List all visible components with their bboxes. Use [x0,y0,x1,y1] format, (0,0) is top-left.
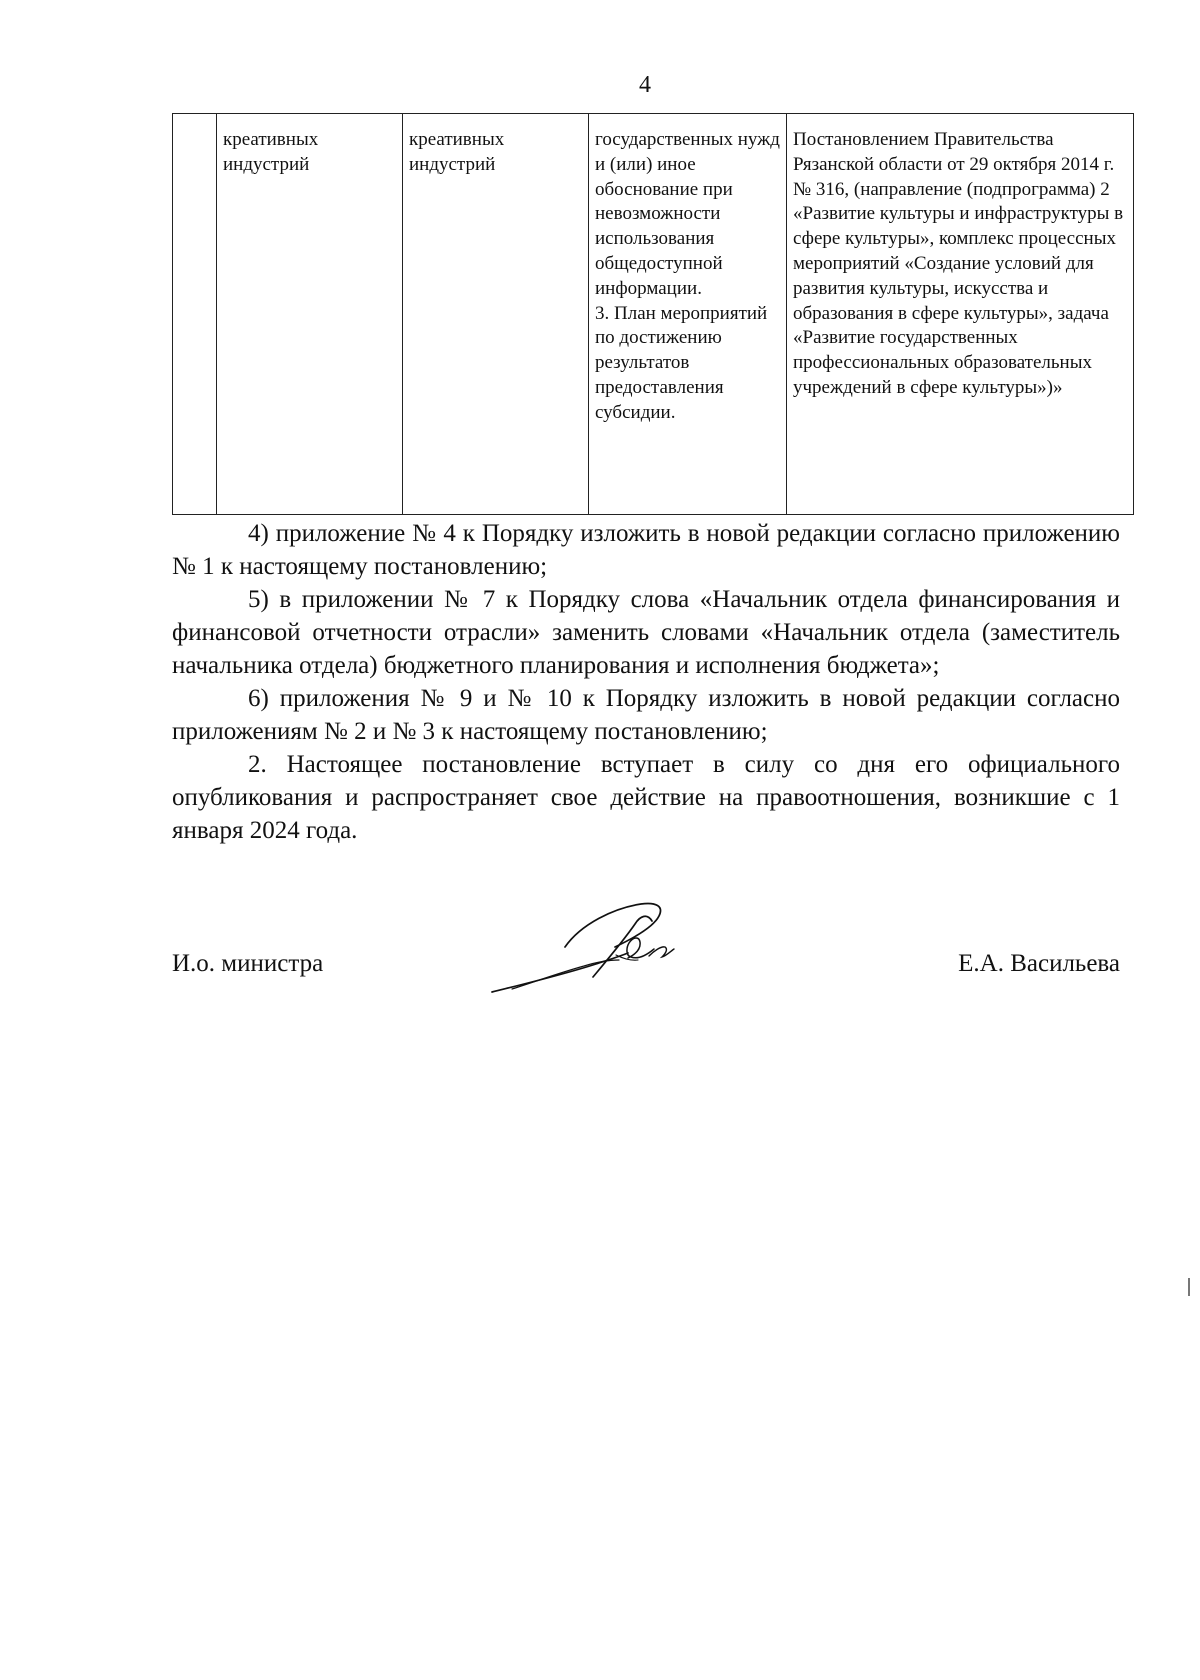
table-cell-1-text [173,114,216,128]
table-cell-4 [589,114,787,515]
paragraph-effective-date: 2. Настоящее постановление вступает в силу со дня его официального опубликования и распространяет свое действие на правоотношения, возникшие с 1 января 2024 года. [172,751,1120,844]
table-cell-3 [403,114,589,515]
signature-icon [490,888,720,998]
table-cell-2 [217,114,403,515]
table-cell-1 [173,114,217,515]
document-body [172,517,1120,847]
table-cell-5-text: Постановлением Правительства Рязанской области от 29 октября 2014 г. № 316, (направление (подпрограмма) 2 «Развитие культуры и инфраструктуры в сфере культуры», комплекс процессных мероприятий «Создание условий для развития культуры, искусства и образования в сфере культуры», задача «Развитие государственных профессиональных образовательных учреждений в сфере культуры»)» [793,129,1124,398]
page-number: 4 [639,72,651,98]
signer-title: И.о. министра [172,950,324,977]
table-cell-5 [787,114,1134,515]
continued-table [172,113,1134,515]
signer-name: Е.А. Васильева [958,950,1120,977]
table-cell-4-text: государственных нужд и (или) иное обоснование при невозможности использования общедоступной информации. 3. План мероприятий по достижению результатов предоставления субсидии. [595,129,780,423]
signature-block [172,880,1120,1010]
paragraph-item-4: 4) приложение № 4 к Порядку изложить в новой редакции согласно приложению № 1 к настоящему постановлению; [172,520,1120,580]
table-cell-3-text: креативных индустрий [409,129,505,175]
scan-mark [1188,1278,1190,1296]
paragraph-item-5: 5) в приложении № 7 к Порядку слова «Начальник отдела финансирования и финансовой отчетности отрасли» заменить словами «Начальник отдела (заместитель начальника отдела) бюджетного планирования и исполнения бюджета»; [172,586,1120,679]
table-cell-2-text: креативных индустрий [223,129,319,175]
table-row [173,114,1134,515]
paragraph-item-6: 6) приложения № 9 и № 10 к Порядку изложить в новой редакции согласно приложениям № 2 и № 3 к настоящему постановлению; [172,685,1120,745]
